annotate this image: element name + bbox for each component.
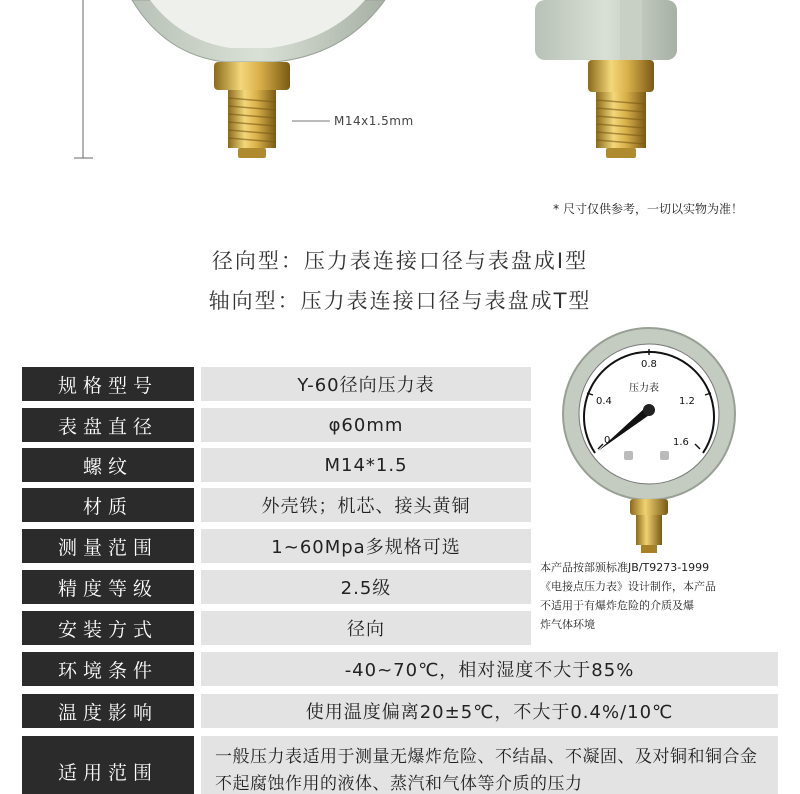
standard-note-line: 炸气体环境 [540,618,595,631]
spec-row-environment [22,652,778,686]
spec-label: 安装方式 [22,611,194,645]
axial-type-description: 轴向型：压力表连接口径与表盘成T型 [208,289,592,313]
spec-value: 使用温度偏离20±5℃，不大于0.4%/10℃ [201,694,778,728]
spec-value: 一般压力表适用于测量无爆炸危险、不结晶、不凝固、及对铜和铜合金不起腐蚀作用的液体、蒸汽和气体等介质的压力 [201,736,778,794]
spec-label: 环境条件 [22,652,194,686]
standard-note-line: 不适用于有爆炸危险的介质及爆 [540,599,694,612]
spec-value: 1~60Mpa多规格可选 [201,529,531,563]
pressure-gauge-image [562,327,742,557]
radial-type-description: 径向型：压力表连接口径与表盘成I型 [211,249,589,273]
spec-value: 外壳铁；机芯、接头黄铜 [201,488,531,522]
scale-label-0-8: 0.8 [641,359,657,370]
spec-value: 径向 [201,611,531,645]
scale-label-0: 0 [604,435,611,446]
standard-note [540,558,790,634]
spec-value: Y-60径向压力表 [201,367,531,401]
spec-value: φ60mm [201,408,531,442]
standard-note-line: 本产品按部颁标准JB/T9273-1999 [540,561,710,574]
spec-row-dial-diameter [22,408,531,442]
scale-label-1-2: 1.2 [679,396,695,407]
gauge-title: 压力表 [629,383,659,394]
thread-dimension-label: M14x1.5mm [334,114,414,128]
spec-row-application [22,736,778,794]
spec-row-installation [22,611,531,645]
spec-row-material [22,488,531,522]
spec-label: 材质 [22,488,194,522]
scale-label-1-6: 1.6 [673,437,689,448]
spec-row-model [22,367,531,401]
spec-row-accuracy [22,570,531,604]
top-product-photos [0,0,800,200]
spec-label: 适用范围 [22,736,194,794]
spec-label: 螺纹 [22,448,194,482]
spec-label: 表盘直径 [22,408,194,442]
spec-label: 规格型号 [22,367,194,401]
spec-row-temperature [22,694,778,728]
spec-label: 精度等级 [22,570,194,604]
spec-row-range [22,529,531,563]
spec-value: -40~70℃，相对湿度不大于85% [201,652,778,686]
spec-value: M14*1.5 [201,448,531,482]
spec-label: 温度影响 [22,694,194,728]
spec-label: 测量范围 [22,529,194,563]
scale-label-0-4: 0.4 [596,396,612,407]
spec-row-thread [22,448,531,482]
size-disclaimer: * 尺寸仅供参考，一切以实物为准！ [553,202,743,216]
standard-note-line: 《电接点压力表》设计制作，本产品 [540,580,716,593]
spec-value: 2.5级 [201,570,531,604]
